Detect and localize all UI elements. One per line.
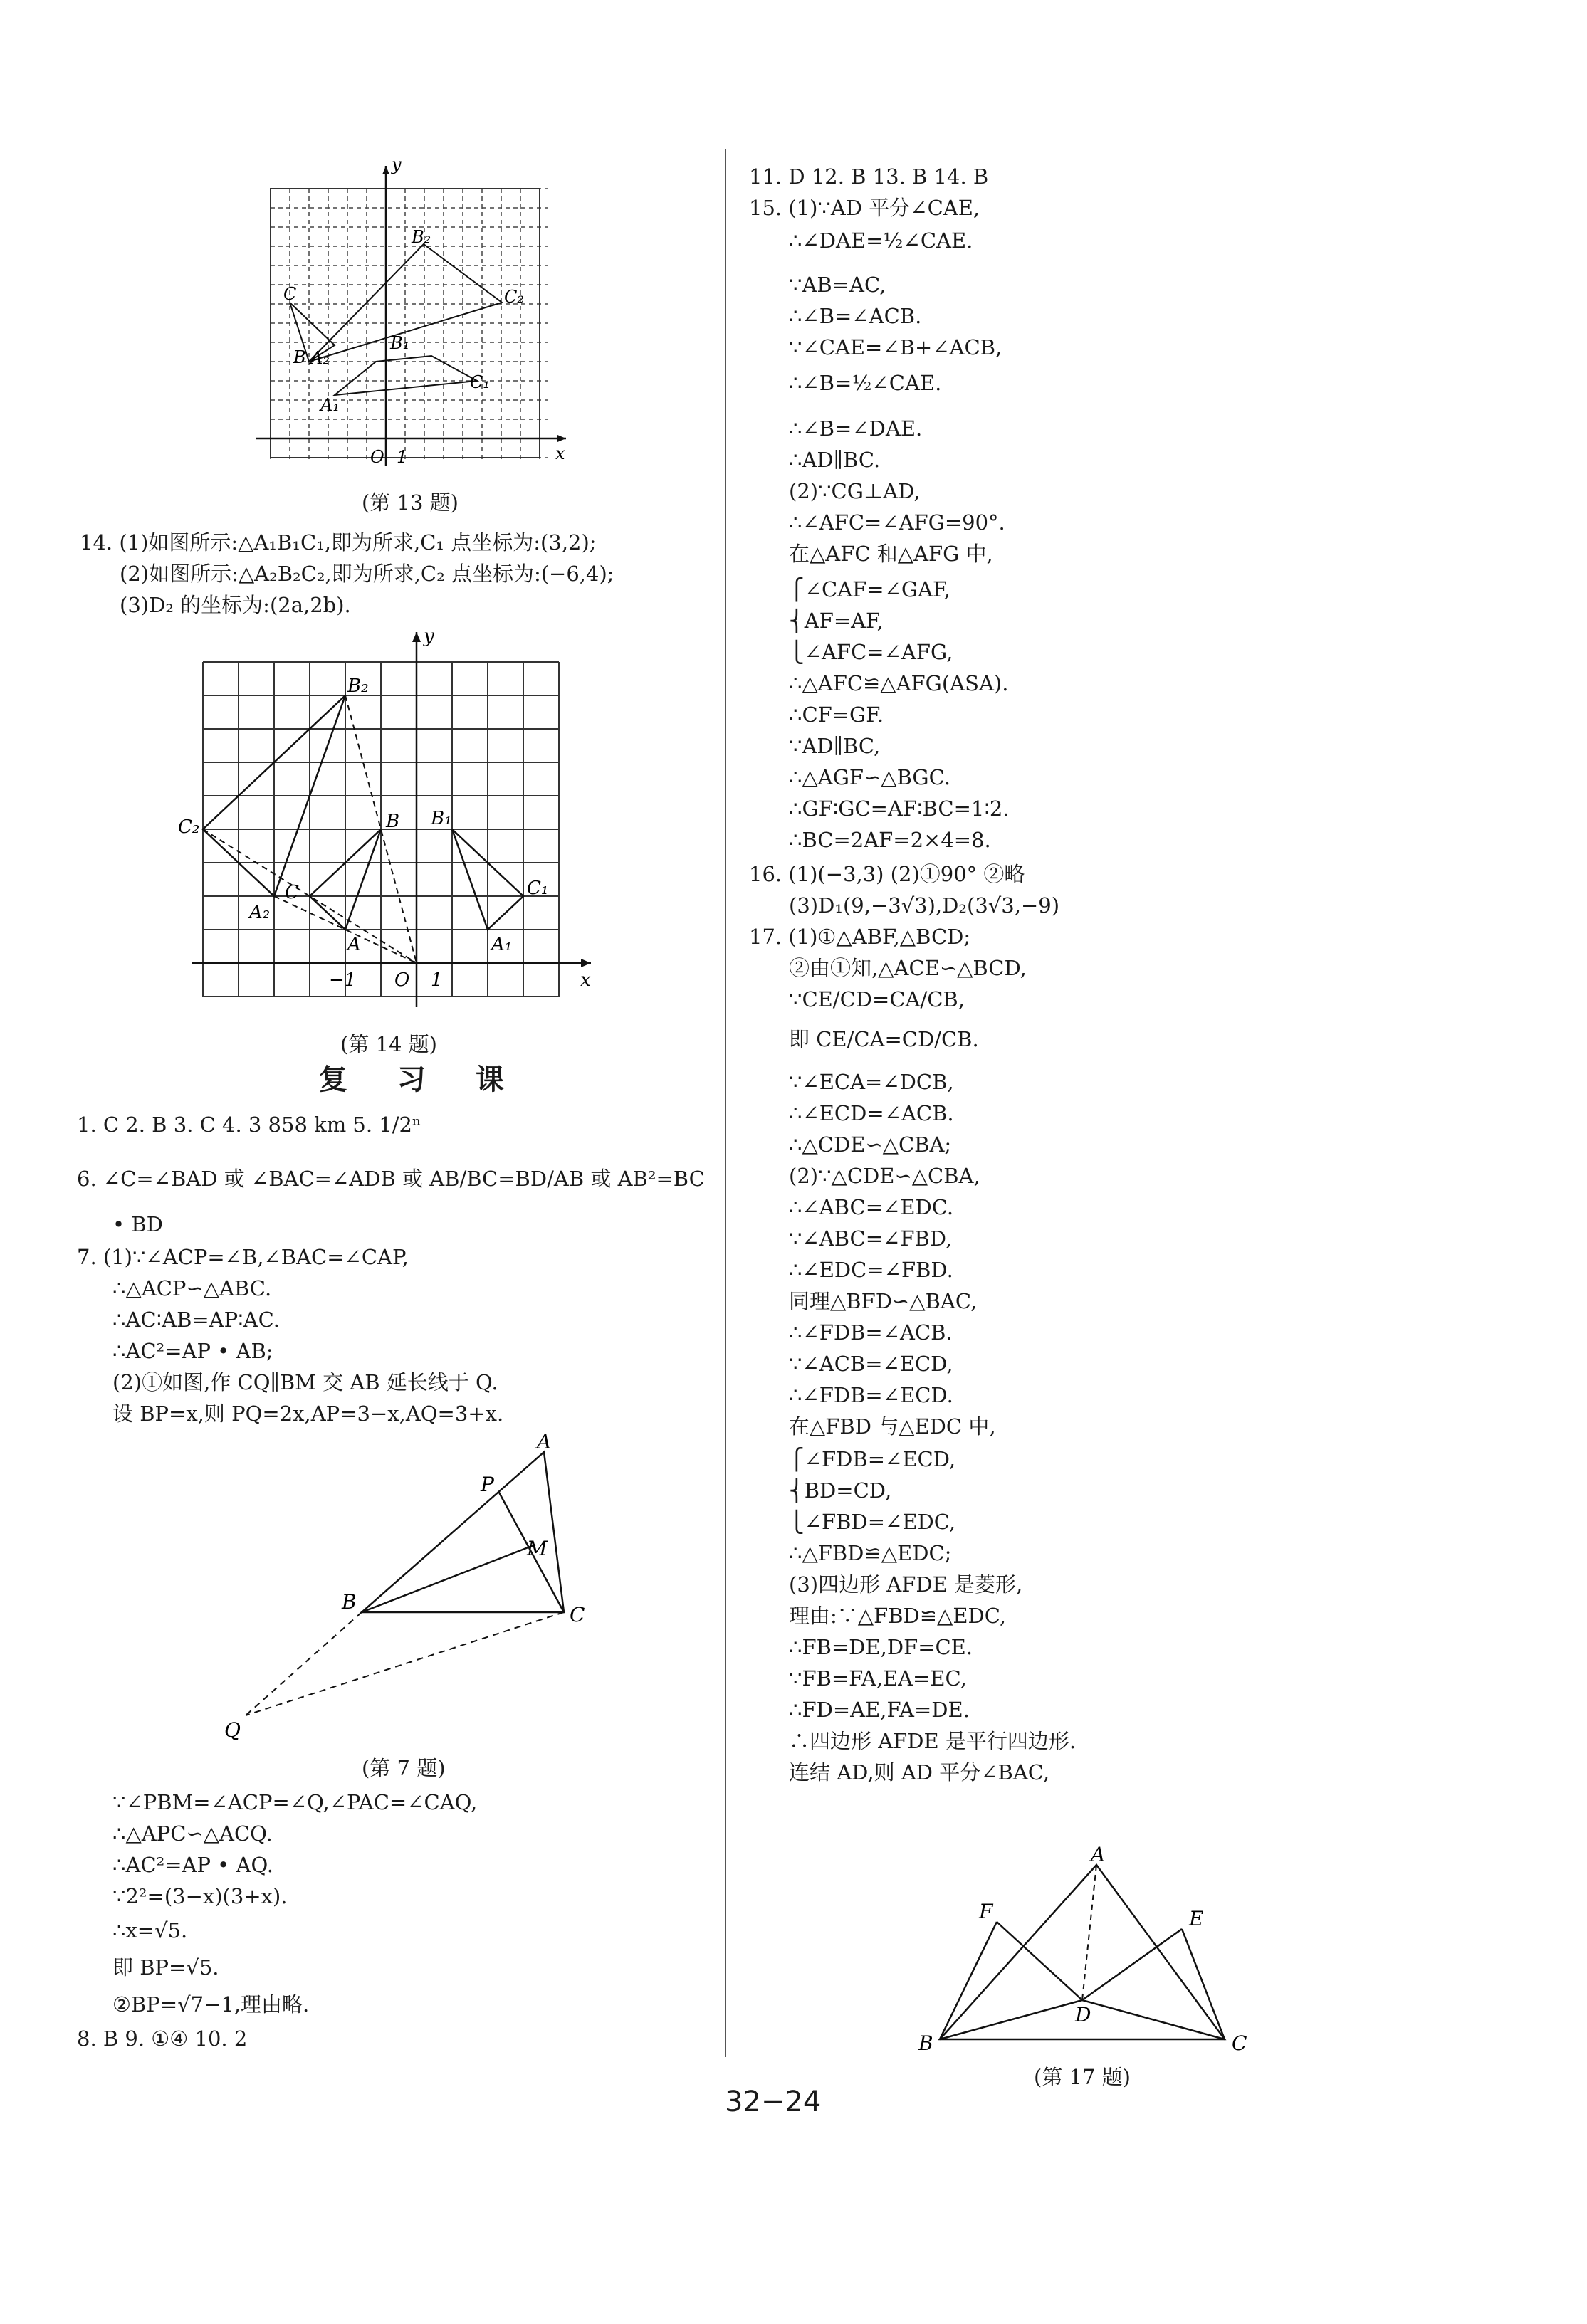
svg-text:Q: Q xyxy=(224,1718,241,1742)
right-line: ⎩∠AFC=∠AFG, xyxy=(789,640,953,664)
figure-7 xyxy=(214,1431,612,1751)
right-line: ∴GF∶GC=AF∶BC=1∶2. xyxy=(789,796,1010,821)
q7-line-5: (2)①如图,作 CQ∥BM 交 AB 延长线于 Q. xyxy=(112,1370,498,1394)
right-line: 即 CE/CA=CD/CB. xyxy=(789,1027,979,1051)
section-title: 复 习 课 xyxy=(319,1063,524,1096)
q7b-line-5: ∴x=√5. xyxy=(112,1918,188,1942)
right-line: ∴BC=2AF=2×4=8. xyxy=(789,828,991,852)
svg-text:F: F xyxy=(979,1900,993,1923)
right-line: (3)四边形 AFDE 是菱形, xyxy=(789,1572,1023,1597)
right-line: ∴AD∥BC. xyxy=(789,448,881,472)
right-line: ⎧∠FDB=∠ECD, xyxy=(789,1447,956,1471)
right-line: ∴四边形 AFDE 是平行四边形. xyxy=(789,1729,1077,1753)
svg-text:C₁: C₁ xyxy=(470,372,490,392)
right-line: ∵AB=AC, xyxy=(789,273,886,297)
figure-17 xyxy=(911,1844,1253,2057)
figure-7-caption: (第 7 题) xyxy=(362,1756,446,1780)
q7b-line-6: 即 BP=√5. xyxy=(112,1955,219,1979)
svg-text:A: A xyxy=(347,934,361,955)
right-line: ∴△FBD≌△EDC; xyxy=(789,1541,952,1565)
svg-text:M: M xyxy=(527,1537,548,1560)
q7-line-2: ∴△ACP∽△ABC. xyxy=(112,1276,272,1300)
svg-text:C₂: C₂ xyxy=(504,287,524,307)
right-line: ∴△AGF∽△BGC. xyxy=(789,765,950,789)
svg-text:y: y xyxy=(392,160,402,174)
q7b-line-3: ∴AC²=AP • AQ. xyxy=(112,1853,273,1877)
right-line: ∵∠CAE=∠B+∠ACB, xyxy=(789,335,1002,359)
right-line: 连结 AD,则 AD 平分∠BAC, xyxy=(789,1760,1050,1784)
q7-line-4: ∴AC²=AP • AB; xyxy=(112,1339,273,1363)
svg-text:O: O xyxy=(370,447,384,467)
svg-text:B₂: B₂ xyxy=(412,227,431,247)
svg-text:1: 1 xyxy=(431,969,443,991)
right-line: ⎨BD=CD, xyxy=(789,1478,892,1503)
answers-8-10: 8. B 9. ①④ 10. 2 xyxy=(77,2026,248,2051)
answers-1-5: 1. C 2. B 3. C 4. 3 858 km 5. 1/2ⁿ xyxy=(77,1113,421,1137)
q7-line-1: 7. (1)∵∠ACP=∠B,∠BAC=∠CAP, xyxy=(77,1245,409,1269)
svg-text:A₁: A₁ xyxy=(491,934,513,955)
right-line: (2)∵CG⊥AD, xyxy=(789,479,921,503)
figure-13-caption: (第 13 题) xyxy=(362,490,459,515)
right-line: ∵CE/CD=CA/CB, xyxy=(789,987,965,1011)
right-line: 11. D 12. B 13. B 14. B xyxy=(749,164,989,189)
figure-13-grid xyxy=(242,160,584,473)
svg-text:C: C xyxy=(283,284,297,304)
right-line: ∴∠B=½∠CAE. xyxy=(789,371,942,395)
answer-6: 6. ∠C=∠BAD 或 ∠BAC=∠ADB 或 AB/BC=BD/AB 或 AB²=BC xyxy=(77,1167,705,1191)
right-line: ∴∠FDB=∠ECD. xyxy=(789,1383,953,1407)
right-line: ∴FB=DE,DF=CE. xyxy=(789,1635,973,1659)
column-divider xyxy=(725,149,726,2057)
svg-text:A: A xyxy=(1091,1844,1106,1866)
right-line: ②由①知,△ACE∽△BCD, xyxy=(789,956,1027,980)
right-line: ∴∠ABC=∠EDC. xyxy=(789,1195,954,1219)
right-line: ∴FD=AE,FA=DE. xyxy=(789,1698,970,1722)
svg-text:−1: −1 xyxy=(329,969,357,991)
svg-text:C: C xyxy=(285,882,299,903)
svg-text:B: B xyxy=(342,1590,357,1614)
svg-text:C₁: C₁ xyxy=(527,878,549,899)
right-line: 16. (1)(−3,3) (2)①90° ②略 xyxy=(749,862,1025,886)
svg-text:A: A xyxy=(537,1431,552,1453)
q14-line-3: (3)D₂ 的坐标为:(2a,2b). xyxy=(120,593,351,617)
svg-text:B₂: B₂ xyxy=(347,675,369,697)
right-line: ∵∠ECA=∠DCB, xyxy=(789,1070,954,1094)
right-line: ∴∠B=∠DAE. xyxy=(789,416,923,441)
svg-text:E: E xyxy=(1189,1907,1204,1930)
svg-text:y: y xyxy=(424,626,434,647)
right-line: ∵FB=FA,EA=EC, xyxy=(789,1666,967,1691)
right-line: ∴∠ECD=∠ACB. xyxy=(789,1101,954,1125)
svg-text:x: x xyxy=(555,443,565,463)
q7-line-6: 设 BP=x,则 PQ=2x,AP=3−x,AQ=3+x. xyxy=(112,1402,504,1426)
right-line: ∴∠AFC=∠AFG=90°. xyxy=(789,510,1005,535)
svg-text:1: 1 xyxy=(397,447,408,467)
figure-14-grid xyxy=(178,626,605,1025)
right-line: ∴∠DAE=½∠CAE. xyxy=(789,228,973,253)
svg-text:B: B xyxy=(918,2031,933,2055)
right-line: ∴∠B=∠ACB. xyxy=(789,304,922,328)
right-line: ∵∠ACB=∠ECD, xyxy=(789,1352,953,1376)
svg-text:B₁: B₁ xyxy=(390,333,410,353)
svg-text:x: x xyxy=(580,969,591,991)
q7b-line-2: ∴△APC∽△ACQ. xyxy=(112,1821,273,1846)
right-line: 在△FBD 与△EDC 中, xyxy=(789,1414,996,1439)
svg-text:A₂: A₂ xyxy=(310,348,330,368)
svg-text:A₂: A₂ xyxy=(249,902,271,923)
right-line: (3)D₁(9,−3√3),D₂(3√3,−9) xyxy=(789,893,1060,917)
svg-text:B: B xyxy=(386,811,400,832)
svg-text:C: C xyxy=(1232,2031,1247,2055)
svg-text:O: O xyxy=(394,969,410,991)
q14-line-2: (2)如图所示:△A₂B₂C₂,即为所求,C₂ 点坐标为:(−6,4); xyxy=(120,562,614,586)
q7-line-3: ∴AC∶AB=AP∶AC. xyxy=(112,1308,281,1332)
right-line: ∴CF=GF. xyxy=(789,703,884,727)
q7b-line-4: ∵2²=(3−x)(3+x). xyxy=(112,1884,288,1908)
right-line: 理由:∵△FBD≌△EDC, xyxy=(789,1604,1007,1628)
right-line: ∴△AFC≌△AFG(ASA). xyxy=(789,671,1009,695)
q7b-line-1: ∵∠PBM=∠ACP=∠Q,∠PAC=∠CAQ, xyxy=(112,1790,478,1814)
figure-14-caption: (第 14 题) xyxy=(340,1032,437,1056)
svg-text:A₁: A₁ xyxy=(320,395,340,415)
svg-text:B: B xyxy=(293,347,306,367)
right-line: (2)∵△CDE∽△CBA, xyxy=(789,1164,980,1188)
right-line: ∵∠ABC=∠FBD, xyxy=(789,1226,953,1251)
q14-line-1: 14. (1)如图所示:△A₁B₁C₁,即为所求,C₁ 点坐标为:(3,2); xyxy=(80,530,597,554)
page-number: 32−24 xyxy=(725,2086,822,2118)
right-line: 15. (1)∵AD 平分∠CAE, xyxy=(749,196,980,220)
svg-text:B₁: B₁ xyxy=(431,808,452,829)
svg-text:C: C xyxy=(570,1603,585,1626)
right-line: ⎨AF=AF, xyxy=(789,609,884,633)
right-line: ⎩∠FBD=∠EDC, xyxy=(789,1510,956,1534)
right-line: 17. (1)①△ABF,△BCD; xyxy=(749,925,971,949)
svg-text:C₂: C₂ xyxy=(178,816,200,838)
svg-text:D: D xyxy=(1075,2003,1091,2026)
right-line: 同理△BFD∽△BAC, xyxy=(789,1289,978,1313)
right-line: ∵AD∥BC, xyxy=(789,734,881,758)
right-line: 在△AFC 和△AFG 中, xyxy=(789,542,993,566)
right-line: ∴∠EDC=∠FBD. xyxy=(789,1258,953,1282)
svg-text:P: P xyxy=(481,1473,494,1496)
figure-17-caption: (第 17 题) xyxy=(1034,2065,1131,2089)
q7b-line-7: ②BP=√7−1,理由略. xyxy=(112,1992,310,2017)
right-line: ⎧∠CAF=∠GAF, xyxy=(789,577,950,601)
right-line: ∴△CDE∽△CBA; xyxy=(789,1132,952,1157)
answer-6-cont: • BD xyxy=(112,1212,163,1236)
right-line: ∴∠FDB=∠ACB. xyxy=(789,1320,953,1345)
